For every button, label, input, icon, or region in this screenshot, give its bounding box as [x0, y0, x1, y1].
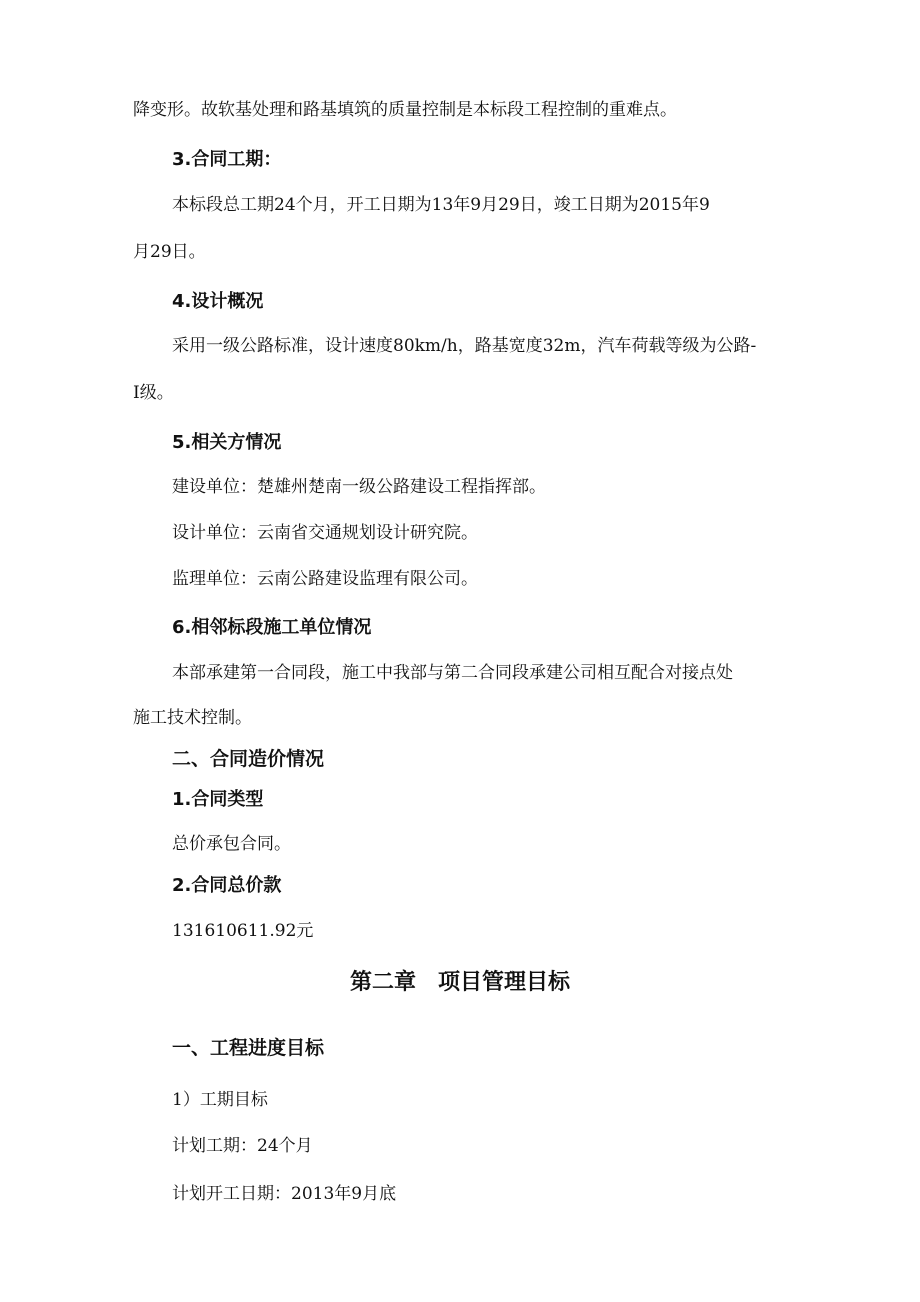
section-heading: 4.设计概况	[172, 291, 264, 312]
section-heading: 一、工程进度目标	[172, 1037, 325, 1059]
body-text: 降变形。故软基处理和路基填筑的质量控制是本标段工程控制的重难点。	[133, 100, 677, 120]
section-heading: 1.合同类型	[172, 789, 264, 810]
body-text: 施工技术控制。	[133, 708, 252, 728]
section-heading: 6.相邻标段施工单位情况	[172, 617, 372, 638]
body-text: 本标段总工期24个月，开工日期为13年9月29日，竣工日期为2015年9	[172, 195, 710, 215]
body-text: Ⅰ级。	[133, 383, 174, 403]
chapter-title: 第二章 项目管理目标	[349, 970, 570, 995]
body-text: 总价承包合同。	[172, 834, 291, 854]
body-text: 监理单位：云南公路建设监理有限公司。	[172, 569, 478, 589]
body-text: 计划工期：24个月	[172, 1136, 313, 1156]
section-heading: 3.合同工期：	[172, 149, 282, 170]
body-text: 131610611.92元	[172, 921, 314, 941]
body-text: 设计单位：云南省交通规划设计研究院。	[172, 523, 478, 543]
section-heading: 5.相关方情况	[172, 432, 282, 453]
body-text: 月29日。	[133, 242, 206, 262]
body-text: 计划开工日期：2013年9月底	[172, 1184, 397, 1204]
body-text: 采用一级公路标准，设计速度80km/h，路基宽度32m，汽车荷载等级为公路-	[172, 336, 757, 356]
body-text: 本部承建第一合同段，施工中我部与第二合同段承建公司相互配合对接点处	[172, 663, 733, 683]
section-heading: 二、合同造价情况	[172, 748, 325, 770]
body-text: 1）工期目标	[172, 1090, 268, 1110]
section-heading: 2.合同总价款	[172, 875, 282, 896]
body-text: 建设单位：楚雄州楚南一级公路建设工程指挥部。	[172, 477, 546, 497]
